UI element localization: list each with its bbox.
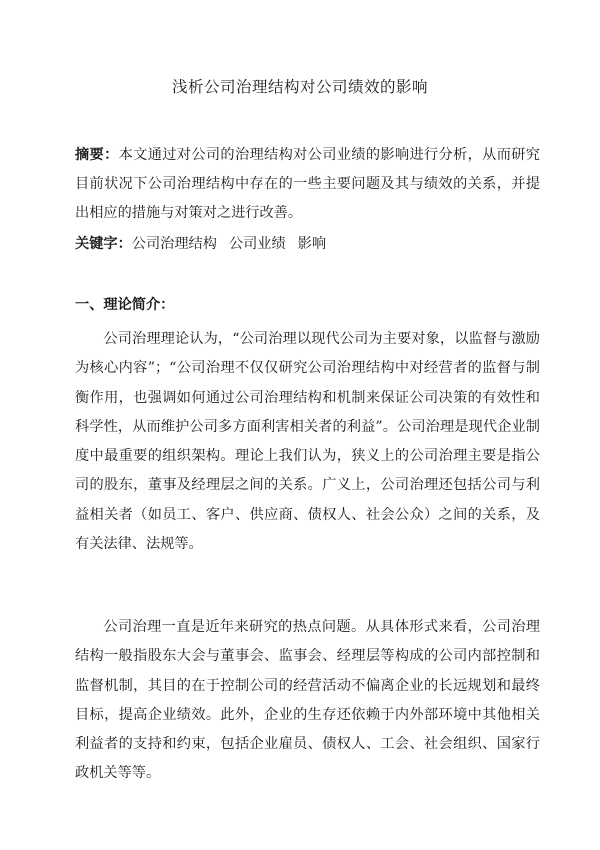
keyword-item: 影响 <box>297 236 327 252</box>
abstract <box>75 141 540 228</box>
keywords-label: 关键字： <box>75 236 132 252</box>
document-title: 浅析公司治理结构对公司绩效的影响 <box>171 78 428 96</box>
body-paragraph: 公司治理理论认为，“公司治理以现代公司为主要对象，以监督与激励为核心内容”；“公司治理不仅仅研究公司治理结构中对经营者的监督与制衡作用，也强调如何通过公司治理结构和机制来保证公司决策的有效性和科学性，从而维护公司多方面利害相关者的利益”。公司治理是现代企业制度中最重要的组织架构。理论上我们认为，狭义上的公司治理主要是指公司的股东，董事及经理层之间的关系。广义上，公司治理还包括公司与利益相关者（如员工、客户、供应商、债权人、社会公众）之间的关系，及有关法律、法规等。 <box>75 331 540 553</box>
abstract-text: 本文通过对公司的治理结构对公司业绩的影响进行分析，从而研究目前状况下公司治理结构中存在的一些主要问题及其与绩效的关系，并提出相应的措施与对策对之进行改善。 <box>75 147 540 221</box>
body-paragraph: 公司治理一直是近年来研究的热点问题。从具体形式来看，公司治理结构一般指股东大会与董事会、监事会、经理层等构成的公司内部控制和监督机制，其目的在于控制公司的经营活动不偏离企业的长远规划和最终目标，提高企业绩效。此外，企业的生存还依赖于内外部环境中其他相关利益者的支持和约束，包括企业雇员、债权人、工会、社会组织、国家行政机关等等。 <box>75 619 540 782</box>
abstract-label: 摘要： <box>75 147 119 163</box>
keyword-item: 公司治理结构 <box>131 236 217 252</box>
keyword-item: 公司业绩 <box>228 236 286 252</box>
keywords <box>75 230 540 259</box>
section-heading: 一、理论简介： <box>75 297 175 313</box>
